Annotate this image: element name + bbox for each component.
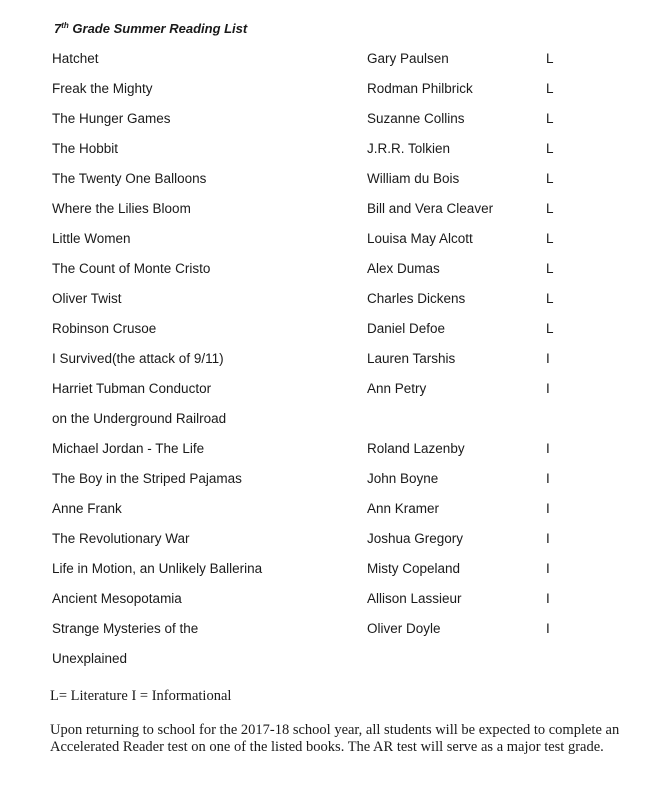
book-title: The Twenty One Balloons <box>52 171 207 186</box>
list-item <box>0 621 668 641</box>
book-genre: L <box>546 81 554 96</box>
book-title: on the Underground Railroad <box>52 411 227 426</box>
list-item <box>0 411 668 431</box>
list-item <box>0 201 668 221</box>
book-author: Joshua Gregory <box>367 531 464 546</box>
book-title: The Revolutionary War <box>52 531 190 546</box>
book-title: Harriet Tubman Conductor <box>52 381 212 396</box>
book-genre: I <box>546 561 550 576</box>
book-genre: I <box>546 501 550 516</box>
book-title: The Boy in the Striped Pajamas <box>52 471 242 486</box>
book-title: Little Women <box>52 231 131 246</box>
list-item <box>0 471 668 491</box>
book-genre: I <box>546 621 550 636</box>
book-author: Louisa May Alcott <box>367 231 473 246</box>
book-genre: L <box>546 321 554 336</box>
book-author: J.R.R. Tolkien <box>367 141 451 156</box>
book-author: William du Bois <box>367 171 460 186</box>
book-author: Bill and Vera Cleaver <box>367 201 494 216</box>
book-title: Hatchet <box>52 51 99 66</box>
book-title: The Hobbit <box>52 141 119 156</box>
book-genre: L <box>546 231 554 246</box>
book-title: I Survived(the attack of 9/11) <box>52 351 224 366</box>
book-genre: I <box>546 531 550 546</box>
book-title: Life in Motion, an Unlikely Ballerina <box>52 561 263 576</box>
book-genre: I <box>546 591 550 606</box>
list-item <box>0 111 668 131</box>
list-item <box>0 441 668 461</box>
book-title: Michael Jordan - The Life <box>52 441 205 456</box>
list-item <box>0 381 668 401</box>
list-item <box>0 531 668 551</box>
list-item <box>0 501 668 521</box>
book-genre: I <box>546 381 550 396</box>
book-title: Anne Frank <box>52 501 122 516</box>
book-author: Charles Dickens <box>367 291 466 306</box>
page-title <box>54 21 247 36</box>
book-author: Roland Lazenby <box>367 441 465 456</box>
list-item <box>0 321 668 341</box>
list-item <box>0 231 668 251</box>
title-superscript: th <box>61 21 69 30</box>
list-item <box>0 171 668 191</box>
book-author: Lauren Tarshis <box>367 351 456 366</box>
list-item <box>0 81 668 101</box>
list-item <box>0 561 668 581</box>
list-item <box>0 291 668 311</box>
book-genre: L <box>546 51 554 66</box>
book-title: The Hunger Games <box>52 111 171 126</box>
book-title: Strange Mysteries of the <box>52 621 199 636</box>
book-author: John Boyne <box>367 471 439 486</box>
book-author: Allison Lassieur <box>367 591 462 606</box>
book-genre: L <box>546 171 554 186</box>
list-item <box>0 51 668 71</box>
book-author: Gary Paulsen <box>367 51 449 66</box>
book-genre: I <box>546 441 550 456</box>
list-item <box>0 261 668 281</box>
title-grade: 7 <box>54 21 62 36</box>
book-genre: L <box>546 141 554 156</box>
list-item <box>0 351 668 371</box>
book-genre: L <box>546 111 554 126</box>
book-title: Freak the Mighty <box>52 81 153 96</box>
book-author: Rodman Philbrick <box>367 81 473 96</box>
book-genre: I <box>546 471 550 486</box>
book-title: The Count of Monte Cristo <box>52 261 211 276</box>
book-genre: I <box>546 351 550 366</box>
book-title: Unexplained <box>52 651 128 666</box>
book-genre: L <box>546 261 554 276</box>
book-author: Ann Petry <box>367 381 427 396</box>
book-author: Misty Copeland <box>367 561 461 576</box>
title-text: Grade Summer Reading List <box>68 21 248 36</box>
list-item <box>0 591 668 611</box>
book-title: Ancient Mesopotamia <box>52 591 182 606</box>
book-genre: L <box>546 291 554 306</box>
book-author: Oliver Doyle <box>367 621 441 636</box>
book-author: Ann Kramer <box>367 501 440 516</box>
book-author: Alex Dumas <box>367 261 440 276</box>
book-author: Suzanne Collins <box>367 111 465 126</box>
book-title: Oliver Twist <box>52 291 122 306</box>
book-title: Robinson Crusoe <box>52 321 157 336</box>
list-item <box>0 651 668 671</box>
book-author: Daniel Defoe <box>367 321 446 336</box>
ar-test-note: Upon returning to school for the 2017-18 school year, all students will be expected to complete an Accelerated Reader test on one of the listed books. The AR test will serve as a major test grade. <box>50 722 620 755</box>
list-item <box>0 141 668 161</box>
book-genre: L <box>546 201 554 216</box>
book-title: Where the Lilies Bloom <box>52 201 191 216</box>
genre-legend: L= Literature I = Informational <box>50 688 232 704</box>
